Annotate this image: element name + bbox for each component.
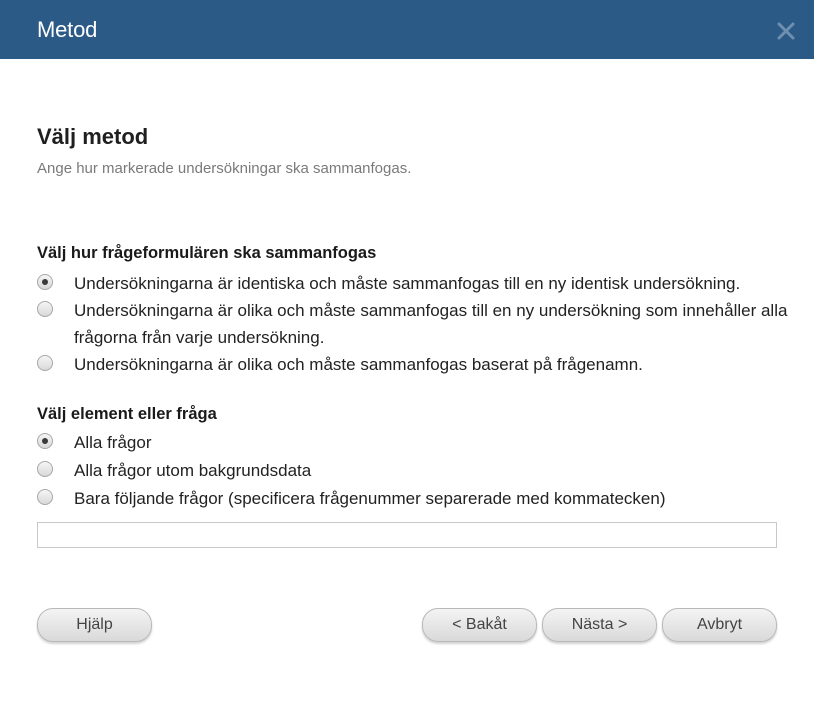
element-option-specific[interactable] xyxy=(37,485,797,512)
next-button[interactable]: Nästa > xyxy=(542,608,657,642)
question-numbers-input[interactable] xyxy=(37,522,777,548)
element-selection-label: Välj element eller fråga xyxy=(37,405,217,423)
option-label: Undersökningarna är olika och måste sammanfogas till en ny undersökning som innehåller alla frågorna från varje undersökning. xyxy=(74,301,788,347)
element-option-no-background[interactable] xyxy=(37,457,797,484)
merge-option-identical[interactable] xyxy=(37,270,797,297)
radio-button[interactable] xyxy=(37,274,53,290)
option-label: Alla frågor xyxy=(74,433,152,452)
option-label: Undersökningarna är olika och måste sammanfogas baserat på frågenamn. xyxy=(74,355,643,374)
radio-button[interactable] xyxy=(37,433,53,449)
element-option-all[interactable] xyxy=(37,429,797,456)
option-label: Bara följande frågor (specificera frågenummer separerade med kommatecken) xyxy=(74,489,666,508)
page-title: Välj metod xyxy=(37,124,149,149)
option-label: Undersökningarna är identiska och måste sammanfogas till en ny identisk undersökning. xyxy=(74,274,741,293)
merge-method-label: Välj hur frågeformulären ska sammanfogas xyxy=(37,244,377,262)
close-icon[interactable] xyxy=(776,21,796,41)
back-button[interactable]: < Bakåt xyxy=(422,608,537,642)
radio-button[interactable] xyxy=(37,461,53,477)
option-label: Alla frågor utom bakgrundsdata xyxy=(74,461,312,480)
merge-option-all-questions[interactable] xyxy=(37,297,797,351)
cancel-button[interactable]: Avbryt xyxy=(662,608,777,642)
merge-option-by-question-name[interactable] xyxy=(37,351,797,378)
dialog-titlebar xyxy=(0,0,814,59)
radio-button[interactable] xyxy=(37,355,53,371)
radio-button[interactable] xyxy=(37,301,53,317)
help-button[interactable]: Hjälp xyxy=(37,608,152,642)
dialog-title: Metod xyxy=(37,17,98,42)
page-description: Ange hur markerade undersökningar ska sammanfogas. xyxy=(37,160,412,177)
radio-button[interactable] xyxy=(37,489,53,505)
